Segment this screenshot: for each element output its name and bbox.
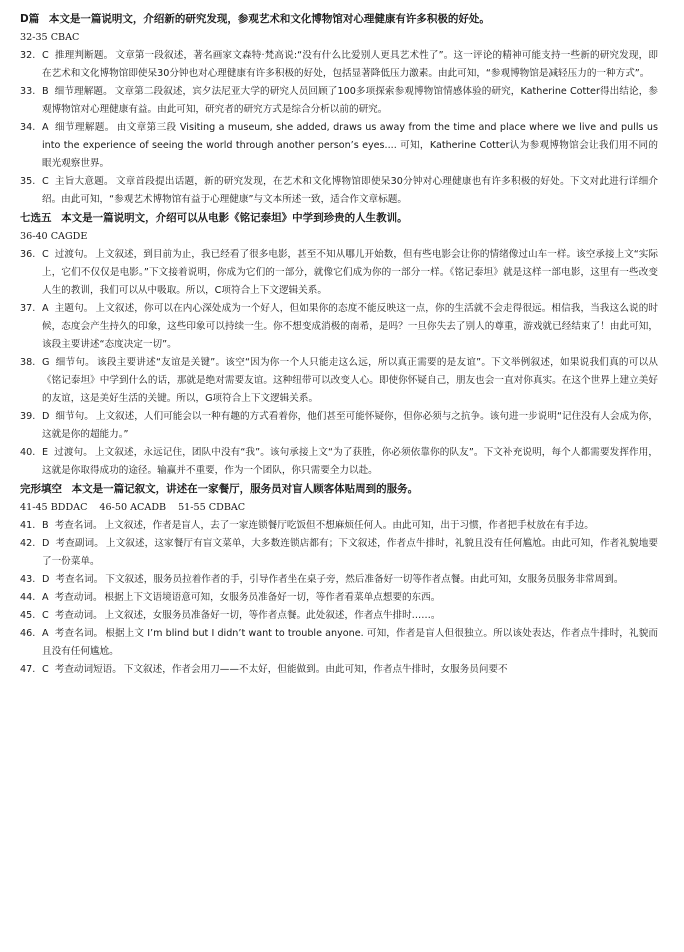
item-answer: C (42, 610, 49, 621)
answer-key (20, 29, 658, 47)
item-type: 考查名词。 (54, 520, 103, 531)
item-text: 上文叙述，人们可能会以一种有趣的方式看着你，他们甚至可能怀疑你，但你必须与之抗争。该句进一步说明“记住没有人会成为你，这就是你的超能力。” (42, 411, 659, 440)
item-type: 考查副词。 (55, 538, 104, 549)
item-type: 细节句。 (55, 411, 94, 422)
item-answer: D (42, 538, 50, 549)
section-label: 七选五 (20, 212, 52, 224)
item-number: 38. (20, 357, 36, 368)
explanation-item (20, 517, 658, 535)
item-answer: C (42, 50, 49, 61)
item-type: 主旨大意题。 (54, 176, 114, 187)
item-answer: C (42, 176, 49, 187)
item-answer: G (42, 357, 50, 368)
item-text: 下文叙述，服务员拉着作者的手，引导作者坐在桌子旁，然后准备好一切等作者点餐。由此可知，女服务员服务非常周到。 (105, 574, 624, 585)
answer-group: 32-35 CBAC (20, 32, 80, 43)
explanation-item (20, 47, 658, 83)
explanation-item (20, 119, 658, 173)
section-heading (20, 209, 658, 228)
item-text: 上文叙述，到目前为止，我已经看了很多电影，甚至不知从哪儿开始数，但有些电影会让你的情绪像过山车一样。该空承接上文“实际上，它们不仅仅是电影。”下文接着说明，你成为它们的一部分，就像它们成为你的一部分一样。《铭记泰坦》就是这样一部电影，这里有一些改变人生的教训，我们可以从中吸取。所以，C项符合上下文逻辑关系。 (42, 249, 659, 296)
explanation-item (20, 444, 658, 480)
item-answer: C (42, 664, 49, 675)
section-heading (20, 10, 658, 29)
item-type: 细节理解题。 (54, 122, 115, 133)
item-text: 根据上下文语境语意可知，女服务员准备好一切，等作者看菜单点想要的东西。 (104, 592, 441, 603)
item-text: 上文叙述，你可以在内心深处成为一个好人，但如果你的态度不能反映这一点，你的生活就不会走得很远。相信我，当我这么说的时候，态度会产生持久的印象，这些印象可以持续一生。你不想变成消极的南希，是吗？一旦你失去了别人的尊重，游戏就已经结束了！由此可知，该段主要讲述“态度决定一切”。 (42, 303, 659, 350)
item-number: 44. (20, 592, 36, 603)
explanation-item (20, 354, 658, 408)
item-answer: A (42, 122, 49, 133)
item-number: 35. (20, 176, 36, 187)
item-number: 32. (20, 50, 36, 61)
section-label: D篇 (20, 13, 40, 25)
item-number: 40. (20, 447, 36, 458)
section-summary: 本文是一篇说明文，介绍新的研究发现，参观艺术和文化博物馆对心理健康有许多积极的好处。 (48, 13, 490, 25)
item-type: 主题句。 (54, 303, 94, 314)
answer-group: 51-55 CDBAC (178, 502, 246, 513)
explanation-item (20, 300, 658, 354)
item-number: 36. (20, 249, 36, 260)
item-answer: D (42, 411, 50, 422)
answer-key (20, 499, 658, 517)
item-number: 42. (20, 538, 36, 549)
item-number: 39. (20, 411, 36, 422)
item-number: 47. (20, 664, 36, 675)
item-answer: B (42, 86, 49, 97)
explanation-item (20, 246, 658, 300)
item-number: 41. (20, 520, 36, 531)
explanation-item (20, 625, 658, 661)
explanation-item (20, 173, 658, 209)
item-type: 考查名词。 (55, 574, 104, 585)
item-answer: C (42, 249, 49, 260)
section-summary: 本文是一篇记叙文，讲述在一家餐厅，服务员对盲人顾客体贴周到的服务。 (71, 483, 419, 495)
item-text: 上文叙述，这家餐厅有盲文菜单，大多数连锁店都有；下文叙述，作者点牛排时，礼貌且没有任何尴尬。由此可知，作者礼貌地要了一份菜单。 (42, 538, 658, 567)
section-label: 完形填空 (20, 483, 62, 495)
item-type: 细节理解题。 (54, 86, 113, 97)
answer-key (20, 228, 658, 246)
item-text: 该段主要讲述“友谊是关键”。该空“因为你一个人只能走这么远，所以真正需要的是友谊”。下文举例叙述，如果说我们真的可以从《铭记泰坦》中学到什么的话，那就是绝对需要友谊。这种纽带可以改变人心。即使你怀疑自己，朋友也会一直对你真实。在这个世界上建立美好的友谊，这是美好生活的关键。所以，G项符合上下文逻辑关系。 (42, 357, 658, 404)
explanation-item (20, 589, 658, 607)
item-text: 下文叙述，作者会用刀——不太好，但能做到。由此可知，作者点牛排时，女服务员问要不 (123, 664, 508, 675)
item-answer: E (42, 447, 49, 458)
item-type: 考查动词短语。 (54, 664, 122, 675)
section-heading (20, 480, 658, 499)
explanation-item (20, 83, 658, 119)
explanation-item (20, 661, 658, 679)
item-text: 文章第一段叙述，著名画家文森特·梵高说:“没有什么比爱别人更具艺术性了”。这一评论的精神可能支持一些新的研究发现，即在艺术和文化博物馆即使呆30分钟也对心理健康有许多积极的好处，包括显著降低压力激素。由此可知，“参观博物馆是减轻压力的一种方式”。 (42, 50, 659, 79)
item-answer: A (42, 592, 49, 603)
item-number: 46. (20, 628, 36, 639)
item-type: 考查动词。 (54, 610, 103, 621)
answer-group: 41-45 BDDAC (20, 502, 88, 513)
item-type: 过渡句。 (54, 447, 93, 458)
item-text: 上文叙述，永远记住，团队中没有“我”。该句承接上文“为了获胜，你必须依靠你的队友”。下文补充说明，每个人都需要发挥作用，这就是你取得成功的途径。输赢并不重要，作为一个团队，你只需要全力以赴。 (42, 447, 659, 476)
explanation-item (20, 607, 658, 625)
item-text: 上文叙述，作者是盲人，去了一家连锁餐厅吃饭但不想麻烦任何人。由此可知，出于习惯，作者把手杖放在有手边。 (104, 520, 594, 531)
explanation-item (20, 571, 658, 589)
item-answer: B (42, 520, 49, 531)
item-number: 33. (20, 86, 36, 97)
section-summary: 本文是一篇说明文，介绍可以从电影《铭记泰坦》中学到珍贵的人生教训。 (61, 212, 408, 224)
item-answer: A (42, 628, 49, 639)
explanation-item (20, 535, 658, 571)
item-type: 推理判断题。 (54, 50, 114, 61)
answer-group: 36-40 CAGDE (20, 231, 88, 242)
item-type: 过渡句。 (54, 249, 94, 260)
answer-group: 46-50 ACADB (99, 502, 167, 513)
item-answer: A (42, 303, 49, 314)
item-type: 考查动词。 (54, 592, 103, 603)
explanation-item (20, 408, 658, 444)
item-answer: D (42, 574, 50, 585)
item-text: 由文章第三段 Visiting a museum, she added, draws us away from the time and place where we live and pulls us into the experience of seeing the world through another person’s eyes.... 可知，Katherine Cotter认为参观博物馆会让我们用不同的眼光观察世界。 (42, 122, 658, 169)
item-text: 文章首段提出话题，新的研究发现，在艺术和文化博物馆即使呆30分钟对心理健康也有许多积极的好处。下文对此进行详细介绍。由此可知，“参观艺术博物馆有益于心理健康”与文本所述一致，适合作文章标题。 (42, 176, 658, 205)
item-number: 45. (20, 610, 36, 621)
item-text: 文章第二段叙述，宾夕法尼亚大学的研究人员回顾了100多项探索参观博物馆情感体验的研究，Katherine Cotter得出结论，参观博物馆对心理健康有益。由此可知，研究者的研究方式是综合分析以前的研究。 (42, 86, 658, 115)
item-type: 考查名词。 (54, 628, 104, 639)
item-text: 根据上文 I’m blind but I didn’t want to trouble anyone. 可知，作者是盲人但很独立。所以该处表达，作者点牛排时，礼貌而且没有任何尴尬。 (42, 628, 658, 657)
item-text: 上文叙述，女服务员准备好一切，等作者点餐。此处叙述，作者点牛排时……。 (104, 610, 441, 621)
item-number: 43. (20, 574, 36, 585)
item-number: 34. (20, 122, 36, 133)
item-type: 细节句。 (55, 357, 95, 368)
item-number: 37. (20, 303, 36, 314)
